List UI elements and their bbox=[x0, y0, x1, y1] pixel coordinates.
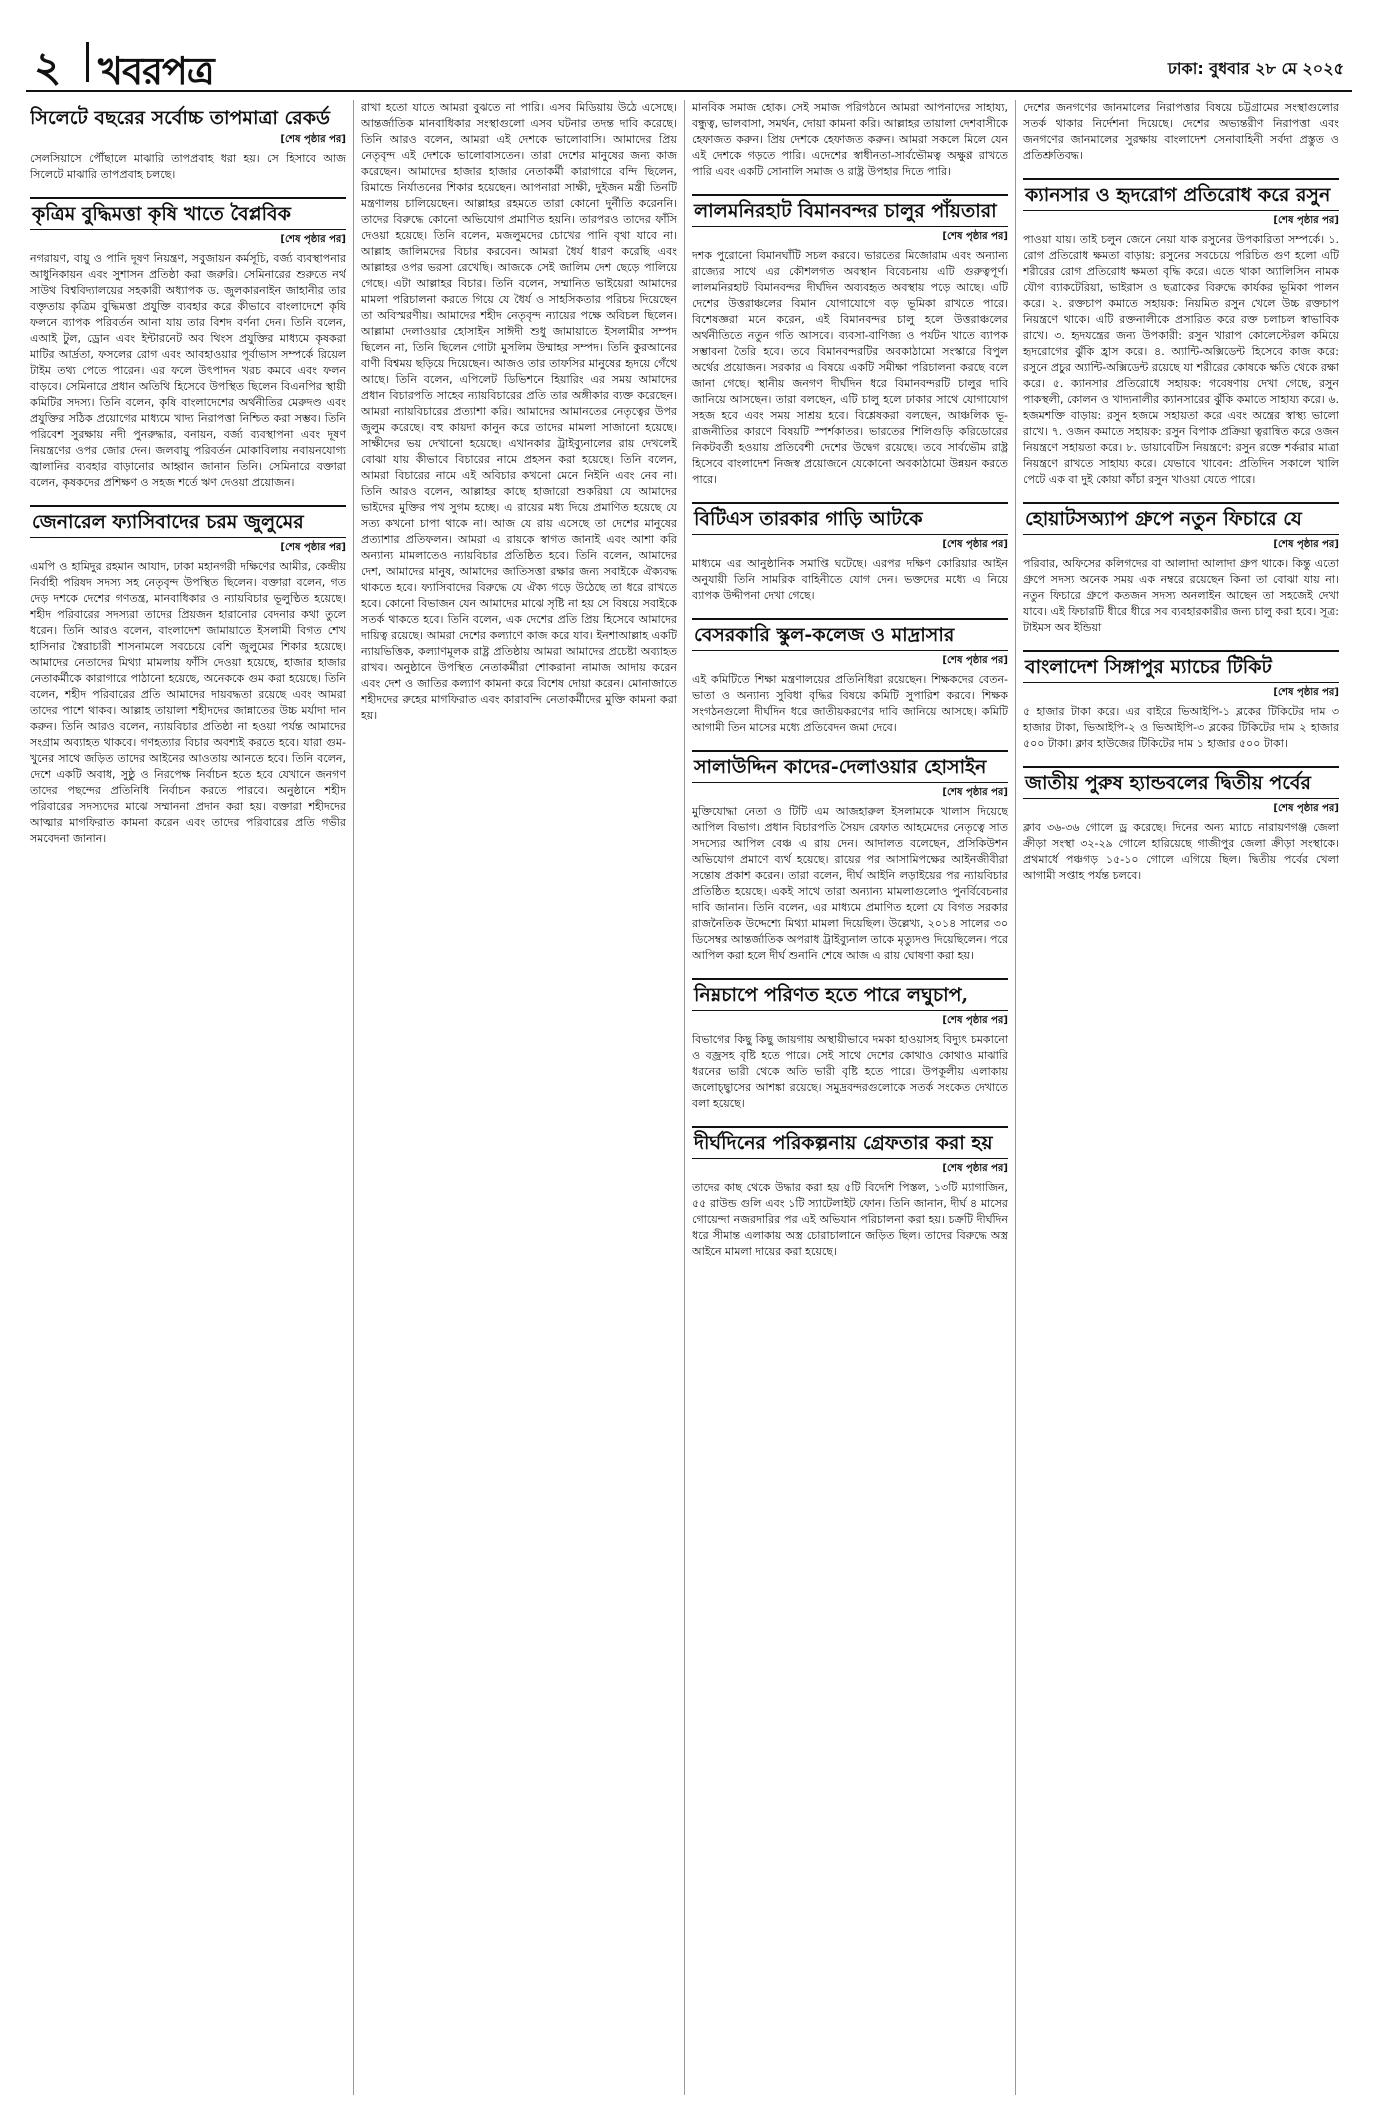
article-headline: হোয়াটসঅ্যাপ গ্রুপে নতুন ফিচারে যে bbox=[1023, 502, 1339, 535]
article bbox=[361, 100, 677, 724]
article-body: মানবিক সমাজ হোক। সেই সমাজ পরিগঠনে আমরা আপনাদের সাহায্য, বন্ধুত্ব, ভালবাসা, সমর্থন, দোয়া কামনা করি। আল্লাহর তায়ালা দেশবাসীকে হেফাজত করুন। প্রিয় দেশকে হেফাজত করুন। আমরা সকলে মিলে যেন এই দেশকে গড়তে পারি। এদেশের স্বাধীনতা-সার্বভৌমত্ব অক্ষুণ্ণ রাখতে পারি এবং একটি সোনালি সমাজ ও রাষ্ট্র উপহার দিতে পারি। bbox=[692, 101, 1008, 178]
article-body: ক্লাব ৩৬-৩৬ গোলে ড্র করেছে। দিনের অন্য ম্যাচে নারায়ণগঞ্জ জেলা ক্রীড়া সংস্থা ৩২-২৯ গোলে হারিয়েছে গাজীপুর জেলা ক্রীড়া সংস্থাকে। প্রথমার্ধে পঞ্চগড় ১৫-১০ গোলে এগিয়ে ছিল। দ্বিতীয় পর্বের খেলা আগামী সপ্তাহ পর্যন্ত চলবে। bbox=[1023, 821, 1339, 882]
article bbox=[692, 750, 1008, 964]
article-headline: সালাউদ্দিন কাদের-দেলাওয়ার হোসাইন bbox=[692, 750, 1008, 783]
article-headline: জাতীয় পুরুষ হ্যান্ডবলের দ্বিতীয় পর্বের bbox=[1023, 766, 1339, 799]
continued-from-label: [শেষ পৃষ্ঠার পর] bbox=[1273, 687, 1339, 698]
continued-from-label: [শেষ পৃষ্ঠার পর] bbox=[942, 1163, 1008, 1174]
article bbox=[1023, 766, 1339, 884]
article bbox=[692, 618, 1008, 736]
continued-from-label: [শেষ পৃষ্ঠার পর] bbox=[1273, 803, 1339, 814]
continued-from-label: [শেষ পৃষ্ঠার পর] bbox=[1273, 539, 1339, 550]
column-4 bbox=[1023, 100, 1339, 2095]
article bbox=[692, 1126, 1008, 1260]
article bbox=[1023, 178, 1339, 488]
article-body: মুক্তিযোদ্ধা নেতা ও টিটি এম আজহারুল ইসলামকে খালাস দিয়েছে আপিল বিভাগ। প্রধান বিচারপতি সৈয়দ রেফাত আহমেদের নেতৃত্বে সাত সদস্যের আপিল বেঞ্চ এ রায় দেন। আদালত বলেছেন, প্রসিকিউশন অভিযোগ প্রমাণে ব্যর্থ হয়েছে। রায়ের পর আসামিপক্ষের আইনজীবীরা সন্তোষ প্রকাশ করেন। তারা বলেন, দীর্ঘ আইনি লড়াইয়ের পর ন্যায়বিচার প্রতিষ্ঠিত হয়েছে। একই সাথে তারা অন্যান্য মামলাগুলোও পুনর্বিবেচনার দাবি জানান। তিনি বলেন, এর মাধ্যমে প্রমাণিত হলো যে বিগত সরকার রাজনৈতিক উদ্দেশ্যে মিথ্যা মামলা দিয়েছিল। উল্লেখ্য, ২০১৪ সালের ৩০ ডিসেম্বর আন্তর্জাতিক অপরাধ ট্রাইব্যুনাল তাকে মৃত্যুদণ্ড দিয়েছিলেন। পরে আপিল করা হলে দীর্ঘ শুনানি শেষে আজ এ রায় ঘোষণা করা হয়। bbox=[692, 805, 1008, 962]
column-rule bbox=[353, 100, 354, 2095]
continued-from-label: [শেষ পৃষ্ঠার পর] bbox=[280, 234, 346, 245]
masthead bbox=[26, 38, 1352, 92]
article-body: দশক পুরোনো বিমানঘাঁটি সচল করবে। ভারতের মিজোরাম এবং অন্যান্য রাজ্যের সাথে এর কৌশলগত অবস্থান বিবেচনায় এটি গুরুত্বপূর্ণ। লালমনিরহাট বিমানবন্দর দীর্ঘদিন অব্যবহৃত অবস্থায় পড়ে আছে। এটি দেশের উত্তরাঞ্চলের বিমান যোগাযোগে বড় ভূমিকা রাখতে পারে। বিশেষজ্ঞরা মনে করেন, এই বিমানবন্দর চালু হলে উত্তরাঞ্চলের অর্থনীতিতে নতুন গতি আসবে। ব্যবসা-বাণিজ্য ও পর্যটন খাতে ব্যাপক সম্ভাবনা তৈরি হবে। তবে বিমানবন্দরটির অবকাঠামো সংস্কারে বিপুল অর্থের প্রয়োজন। সরকার এ বিষয়ে একটি সমীক্ষা পরিচালনা করছে বলে জানা গেছে। স্থানীয় জনগণ দীর্ঘদিন ধরে বিমানবন্দরটি চালুর দাবি জানিয়ে আসছেন। তারা বলছেন, এটি চালু হলে ঢাকার সাথে যোগাযোগ সহজ হবে এবং সময় সাশ্রয় হবে। বিশ্লেষকরা বলছেন, আঞ্চলিক ভূ-রাজনীতির কারণে বিষয়টি স্পর্শকাতর। ভারতের শিলিগুড়ি করিডোরের নিকটবর্তী হওয়ায় প্রতিবেশী দেশের উদ্বেগ রয়েছে। তবে সার্বভৌম রাষ্ট্র হিসেবে বাংলাদেশ নিজস্ব প্রয়োজনে যেকোনো অবকাঠামো উন্নয়ন করতে পারে। bbox=[692, 249, 1008, 486]
continued-from-label: [শেষ পৃষ্ঠার পর] bbox=[942, 787, 1008, 798]
article-body: তাদের কাছ থেকে উদ্ধার করা হয় ৫টি বিদেশি পিস্তল, ১৩টি ম্যাগাজিন, ৫৫ রাউন্ড গুলি এবং ১টি স্যাটেলাইট ফোন। তিনি জানান, দীর্ঘ ৪ মাসের গোয়েন্দা নজরদারির পর এই অভিযান পরিচালনা করা হয়। চক্রটি দীর্ঘদিন ধরে সীমান্ত এলাকায় অস্ত্র চোরাচালানে জড়িত ছিল। তাদের বিরুদ্ধে অস্ত্র আইনে মামলা দায়ের করা হয়েছে। bbox=[692, 1181, 1008, 1258]
masthead-divider bbox=[86, 42, 89, 82]
column-1 bbox=[30, 100, 346, 2095]
article bbox=[692, 194, 1008, 488]
article-headline: বেসরকারি স্কুল-কলেজ ও মাদ্রাসার bbox=[692, 618, 1008, 651]
continued-from-label: [শেষ পৃষ্ঠার পর] bbox=[280, 542, 346, 553]
article bbox=[30, 505, 346, 847]
article-body: মাধ্যমে এর আনুষ্ঠানিক সমাপ্তি ঘটেছে। এরপর দক্ষিণ কোরিয়ার আইন অনুযায়ী তিনি সামরিক বাহিনীতে যোগ দেন। ভক্তদের মধ্যে এ নিয়ে ব্যাপক উদ্দীপনা দেখা গেছে। bbox=[692, 557, 1008, 602]
page-number: ২ bbox=[34, 42, 62, 91]
article-body: বিভাগের কিছু কিছু জায়গায় অস্থায়ীভাবে দমকা হাওয়াসহ বিদ্যুৎ চমকানো ও বজ্রসহ বৃষ্টি হতে পারে। সেই সাথে দেশের কোথাও কোথাও মাঝারি ধরনের ভারী থেকে অতি ভারী বৃষ্টি হতে পারে। উপকূলীয় এলাকায় জলোচ্ছ্বাসের আশঙ্কা রয়েছে। সমুদ্রবন্দরগুলোকে সতর্ক সংকেত দেখাতে বলা হয়েছে। bbox=[692, 1033, 1008, 1110]
article-body: সেলসিয়াসে পৌঁছালে মাঝারি তাপপ্রবাহ ধরা হয়। সে হিসাবে আজ সিলেটে মাঝারি তাপপ্রবাহ চলছে। bbox=[30, 152, 346, 181]
article-body: পাওয়া যায়। তাই চলুন জেনে নেয়া যাক রসুনের উপকারিতা সম্পর্কে। ১. রোগ প্রতিরোধ ক্ষমতা বাড়ায়: রসুনের সবচেয়ে পরিচিত গুণ হলো এটি শরীরের রোগ প্রতিরোধ ক্ষমতা বৃদ্ধি করে। এতে থাকা অ্যালিসিন নামক যৌগ ব্যাকটেরিয়া, ভাইরাস ও ছত্রাকের বিরুদ্ধে কার্যকর ভূমিকা পালন করে। ২. রক্তচাপ কমাতে সহায়ক: নিয়মিত রসুন খেলে উচ্চ রক্তচাপ নিয়ন্ত্রণে থাকে। এটি রক্তনালীকে প্রসারিত করে রক্ত চলাচল স্বাভাবিক রাখে। ৩. হৃদযন্ত্রের জন্য উপকারী: রসুন খারাপ কোলেস্টেরল কমিয়ে হৃদরোগের ঝুঁকি হ্রাস করে। ৪. অ্যান্টি-অক্সিডেন্ট হিসেবে কাজ করে: রসুনে প্রচুর অ্যান্টি-অক্সিডেন্ট রয়েছে যা শরীরের কোষকে ক্ষতি থেকে রক্ষা করে। ৫. ক্যানসার প্রতিরোধে সহায়ক: গবেষণায় দেখা গেছে, রসুন পাকস্থলী, কোলন ও খাদ্যনালীর ক্যানসারের ঝুঁকি কমাতে সাহায্য করে। ৬. হজমশক্তি বাড়ায়: রসুন হজমে সহায়তা করে এবং অন্ত্রের স্বাস্থ্য ভালো রাখে। ৭. ওজন কমাতে সহায়ক: রসুন বিপাক প্রক্রিয়া ত্বরান্বিত করে ওজন নিয়ন্ত্রণে সহায়তা করে। ৮. ডায়াবেটিস নিয়ন্ত্রণে: রসুন রক্তে শর্করার মাত্রা নিয়ন্ত্রণে রাখতে সাহায্য করে। যেভাবে খাবেন: প্রতিদিন সকালে খালি পেটে এক বা দুই কোয়া কাঁচা রসুন খাওয়া যেতে পারে। bbox=[1023, 233, 1339, 486]
article-headline: কৃত্রিম বুদ্ধিমত্তা কৃষি খাতে বৈপ্লবিক bbox=[30, 197, 346, 230]
article-body: এমপি ও হামিদুর রহমান আযাদ, ঢাকা মহানগরী দক্ষিণের আমীর, কেন্দ্রীয় নির্বাহী পরিষদ সদস্য সহ নেতৃবৃন্দ উপস্থিত ছিলেন। বক্তারা বলেন, গত দেড় দশকে দেশের গণতন্ত্র, মানবাধিকার ও ন্যায়বিচার ভূলুণ্ঠিত হয়েছে। শহীদ পরিবারের সদস্যরা তাদের প্রিয়জন হারানোর বেদনার কথা তুলে ধরেন। তিনি আরও বলেন, বাংলাদেশ জামায়াতে ইসলামী বিগত শেখ হাসিনার স্বৈরাচারী শাসনামলে সবচেয়ে বেশি জুলুমের শিকার হয়েছে। আমাদের নেতাদের মিথ্যা মামলায় ফাঁসি দেওয়া হয়েছে, হাজার হাজার নেতাকর্মীকে কারাগারে পাঠানো হয়েছে, অনেককে গুম করা হয়েছে। তিনি বলেন, শহীদ পরিবারের প্রতি আমাদের দায়বদ্ধতা রয়েছে এবং আমরা তাদের পাশে থাকব। আল্লাহ তায়ালা শহীদদের জান্নাতের উচ্চ মর্যাদা দান করুন। তিনি আরও বলেন, ন্যায়বিচার প্রতিষ্ঠা না হওয়া পর্যন্ত আমাদের সংগ্রাম অব্যাহত থাকবে। গণহত্যার বিচার অবশ্যই করতে হবে। যারা গুম-খুনের সাথে জড়িত তাদের আইনের আওতায় আনতে হবে। তিনি বলেন, দেশে একটি অবাধ, সুষ্ঠু ও নিরপেক্ষ নির্বাচন হতে হবে যেখানে জনগণ তাদের পছন্দের প্রতিনিধি নির্বাচন করতে পারবে। অনুষ্ঠানে শহীদ পরিবারের সদস্যদের মাঝে সম্মাননা প্রদান করা হয়। বক্তারা শহীদদের আত্মার মাগফিরাত কামনা করেন এবং তাদের পরিবারের প্রতি গভীর সমবেদনা জানান। bbox=[30, 560, 346, 845]
article-headline: সিলেটে বছরের সর্বোচ্চ তাপমাত্রা রেকর্ড bbox=[30, 107, 330, 129]
article bbox=[1023, 100, 1339, 164]
continued-from-label: [শেষ পৃষ্ঠার পর] bbox=[942, 231, 1008, 242]
article-headline: বিটিএস তারকার গাড়ি আটকে bbox=[692, 502, 1008, 535]
article-body: রাখা হতো যাতে আমরা বুঝতে না পারি। এসব মিডিয়ায় উঠে এসেছে। আন্তর্জাতিক মানবাধিকার সংস্থাগুলো এসব ঘটনার তদন্ত দাবি করেছে। তিনি আরও বলেন, আমরা এই দেশকে ভালোবাসি। আমাদের প্রিয় নেতৃবৃন্দ এই দেশকে ভালোবাসতেন। তারা দেশের মানুষের জন্য কাজ করেছেন। আমাদের হাজার হাজার নেতাকর্মী কারাগারে বন্দি ছিলেন, রিমান্ডে নির্যাতনের শিকার হয়েছেন। আপনারা সাক্ষী, দুইজন মন্ত্রী তিনটি মন্ত্রণালয় চালিয়েছেন। আল্লাহর রহমতে তারা কোনো দুর্নীতি করেননি। তাদের বিরুদ্ধে কোনো অভিযোগ প্রমাণিত হয়নি। তারপরও তাদের ফাঁসি দেওয়া হয়েছে। তিনি বলেন, মজলুমদের চোখের পানি বৃথা যাবে না। আল্লাহ জালিমদের বিচার করবেন। আমরা ধৈর্য ধারণ করেছি এবং আল্লাহর ওপর ভরসা রেখেছি। আজকে সেই জালিম দেশ ছেড়ে পালিয়ে গেছে। এটা আল্লাহর বিচার। তিনি বলেন, সম্মানিত ভাইয়েরা আমাদের মামলা পরিচালনা করতে গিয়ে যে ধৈর্য ও সাহসিকতার পরিচয় দিয়েছেন তা অবিস্মরণীয়। আমাদের শহীদ নেতৃবৃন্দ ন্যায়ের পক্ষে অবিচল ছিলেন। আল্লামা দেলাওয়ার হোসাইন সাঈদী শুধু জামায়াতে ইসলামীর সম্পদ ছিলেন না, তিনি ছিলেন গোটা মুসলিম উম্মাহর সম্পদ। তিনি কুরআনের বাণী বিশ্বময় ছড়িয়ে দিয়েছেন। আজও তার তাফসির মানুষের হৃদয়ে গেঁথে আছে। তিনি বলেন, এপিলেট ডিভিশনে হিয়ারিং এর সময় আমাদের প্রধান বিচারপতি সাহেব ন্যায়বিচারের প্রতি তার অঙ্গীকার ব্যক্ত করেছেন। আমরা ন্যায়বিচারের প্রত্যাশা করি। আমাদের আমানতের নেতৃত্বের উপর জুলুম করেছে। বহু কায়দা কানুন করে তাদের মামলা সাজানো হয়েছে। সাক্ষীদের ভয় দেখানো হয়েছে। এখানকার ট্রাইব্যুনালের রায় দেখলেই বোঝা যায় কীভাবে বিচারের নামে প্রহসন করা হয়েছে। তিনি বলেন, আমরা বিচারের নামে এই অবিচার কখনো মেনে নিইনি এবং নেব না। তিনি আরও বলেন, আল্লাহর কাছে হাজারো শুকরিয়া যে আমাদের ভাইদের মুক্তির পথ সুগম হচ্ছে। এ রায়ের মধ্য দিয়ে প্রমাণিত হয়েছে যে সত্য কখনো চাপা থাকে না। আজ যে রায় এসেছে তা দেশের মানুষের প্রত্যাশার প্রতিফলন। আমরা এ রায়কে স্বাগত জানাই এবং আশা করি অন্যান্য মামলাতেও ন্যায়বিচার প্রতিষ্ঠিত হবে। তিনি বলেন, আমাদের দেশ, আমাদের মানুষ, আমাদের জাতিসত্তা রক্ষার জন্য সবাইকে ঐক্যবদ্ধ থাকতে হবে। ফ্যাসিবাদের বিরুদ্ধে যে ঐক্য গড়ে উঠেছে তা ধরে রাখতে হবে। কোনো বিভাজন যেন আমাদের মাঝে সৃষ্টি না হয় সে বিষয়ে সবাইকে সতর্ক থাকতে হবে। তিনি বলেন, এক দেশের প্রতি প্রিয় হিসেবে আমাদের দায়িত্ব রয়েছে। আমরা দেশের কল্যাণে কাজ করে যাব। ইনশাআল্লাহ একটি ন্যায়ভিত্তিক, কল্যাণমূলক রাষ্ট্র প্রতিষ্ঠায় আমরা আমাদের প্রচেষ্টা অব্যাহত রাখব। অনুষ্ঠানে উপস্থিত নেতাকর্মীরা শোকরানা নামাজ আদায় করেন এবং দেশ ও জাতির কল্যাণ কামনা করে বিশেষ দোয়া করেন। মোনাজাতে শহীদদের রুহের মাগফিরাত এবং কারাবন্দি নেতাকর্মীদের মুক্তি কামনা করা হয়। bbox=[361, 101, 677, 722]
article bbox=[692, 978, 1008, 1112]
continued-from-label: [শেষ পৃষ্ঠার পর] bbox=[280, 134, 346, 145]
article bbox=[1023, 502, 1339, 636]
article-headline: ক্যানসার ও হৃদরোগ প্রতিরোধ করে রসুন bbox=[1023, 178, 1339, 211]
article-headline: বাংলাদেশ সিঙ্গাপুর ম্যাচের টিকিট bbox=[1023, 650, 1339, 683]
newspaper-name: খবরপত্র bbox=[98, 48, 214, 93]
continued-from-label: [শেষ পৃষ্ঠার পর] bbox=[1273, 215, 1339, 226]
article-body: এই কমিটিতে শিক্ষা মন্ত্রণালয়ের প্রতিনিধিরা রয়েছেন। শিক্ষকদের বেতন-ভাতা ও অন্যান্য সুবিধা বৃদ্ধির বিষয়ে কমিটি সুপারিশ করবে। শিক্ষক সংগঠনগুলো দীর্ঘদিন ধরে জাতীয়করণের দাবি জানিয়ে আসছে। কমিটি আগামী তিন মাসের মধ্যে প্রতিবেদন জমা দেবে। bbox=[692, 673, 1008, 734]
article bbox=[30, 197, 346, 491]
article-body: দেশের জনগণের জানমালের নিরাপত্তার বিষয়ে চট্টগ্রামের সংস্থাগুলোর সতর্ক থাকার নির্দেশনা দিয়েছে। দেশের অভ্যন্তরীণ নিরাপত্তা এবং জনগণের জানমালের সুরক্ষায় বাংলাদেশ সেনাবাহিনী সর্বদা প্রস্তুত ও প্রতিশ্রুতিবদ্ধ। bbox=[1023, 101, 1339, 162]
column-3 bbox=[692, 100, 1008, 2095]
page-columns bbox=[30, 100, 1352, 2095]
column-rule bbox=[684, 100, 685, 2095]
continued-from-label: [শেষ পৃষ্ঠার পর] bbox=[942, 655, 1008, 666]
article bbox=[692, 100, 1008, 180]
dateline: ঢাকা: বুধবার ২৮ মে ২০২৫ bbox=[1167, 59, 1344, 78]
continued-from-label: [শেষ পৃষ্ঠার পর] bbox=[942, 1015, 1008, 1026]
column-rule bbox=[1015, 100, 1016, 2095]
article-headline: লালমনিরহাট বিমানবন্দর চালুর পাঁয়তারা bbox=[692, 194, 1008, 227]
article bbox=[30, 106, 346, 183]
article-headline: নিম্নচাপে পরিণত হতে পারে লঘুচাপ, bbox=[692, 978, 1008, 1011]
article-body: পরিবার, অফিসের কলিগদের বা আলাদা আলাদা গ্রুপ থাকে। কিন্তু এতো গ্রুপে সদস্য অনেক সময় এক নম্বরে রয়েছেন কিনা তা বোঝা যায় না। নতুন ফিচারে গ্রুপে কতজন সদস্য অনলাইন আছেন তা সহজেই দেখা যাবে। এই ফিচারটি ধীরে ধীরে সব ব্যবহারকারীর জন্য চালু করা হবে। সূত্র: টাইমস অব ইন্ডিয়া bbox=[1023, 557, 1339, 634]
article-body: ৫ হাজার টাকা করে। এর বাইরে ভিআইপি-১ ব্লকের টিকিটের দাম ৩ হাজার টাকা, ভিআইপি-২ ও ভিআইপি-৩ ব্লকের টিকিটের দাম ২ হাজার ৫০০ টাকা। ক্লাব হাউজের টিকিটের দাম ১ হাজার ৫০০ টাকা। bbox=[1023, 705, 1339, 750]
article-headline: জেনারেল ফ্যাসিবাদের চরম জুলুমের bbox=[30, 505, 346, 538]
article bbox=[1023, 650, 1339, 752]
continued-from-label: [শেষ পৃষ্ঠার পর] bbox=[942, 539, 1008, 550]
column-2 bbox=[361, 100, 677, 2095]
article-body: নগরায়ণ, বায়ু ও পানি দূষণ নিয়ন্ত্রণ, সবুজায়ন কর্মসূচি, বর্জ্য ব্যবস্থাপনার আধুনিকায়ন এবং সুশাসন প্রতিষ্ঠা করা জরুরি। সেমিনারের শুরুতে নর্থ সাউথ বিশ্ববিদ্যালয়ের সহকারী অধ্যাপক ড. জুলকারনাইন জাহানীর তার বক্তৃতায় কৃত্রিম বুদ্ধিমত্তা প্রযুক্তি ব্যবহার করে কীভাবে বাংলাদেশে কৃষি ফলনে ব্যাপক পরিবর্তন আনা যায় তার বিশদ বর্ণনা দেন। তিনি বলেন, এআই টুল, ড্রোন এবং ইন্টারনেট অব থিংস প্রযুক্তির মাধ্যমে কৃষকরা মাটির আর্দ্রতা, ফসলের রোগ এবং আবহাওয়ার পূর্বাভাস সম্পর্কে রিয়েল টাইম তথ্য পেতে পারেন। এর ফলে উৎপাদন খরচ কমবে এবং ফলন বাড়বে। সেমিনারে প্রধান অতিথি হিসেবে উপস্থিত ছিলেন বিএনপির স্থায়ী কমিটির সদস্য। তিনি বলেন, কৃষি বাংলাদেশের অর্থনীতির মেরুদণ্ড এবং প্রযুক্তির সঠিক প্রয়োগের মাধ্যমে খাদ্য নিরাপত্তা নিশ্চিত করা সম্ভব। তিনি পরিবেশ সুরক্ষায় নদী পুনরুদ্ধার, বনায়ন, বর্জ্য ব্যবস্থাপনা এবং দূষণ নিয়ন্ত্রণের ওপর জোর দেন। জলবায়ু পরিবর্তন মোকাবিলায় নবায়নযোগ্য জ্বালানির ব্যবহার বাড়ানোর আহ্বান জানান তিনি। সেমিনারে বক্তারা বলেন, কৃষকদের প্রশিক্ষণ ও সহজ শর্তে ঋণ দেওয়া প্রয়োজন। bbox=[30, 252, 346, 489]
article-headline: দীর্ঘদিনের পরিকল্পনায় গ্রেফতার করা হয় bbox=[692, 1126, 1008, 1159]
article bbox=[692, 502, 1008, 604]
